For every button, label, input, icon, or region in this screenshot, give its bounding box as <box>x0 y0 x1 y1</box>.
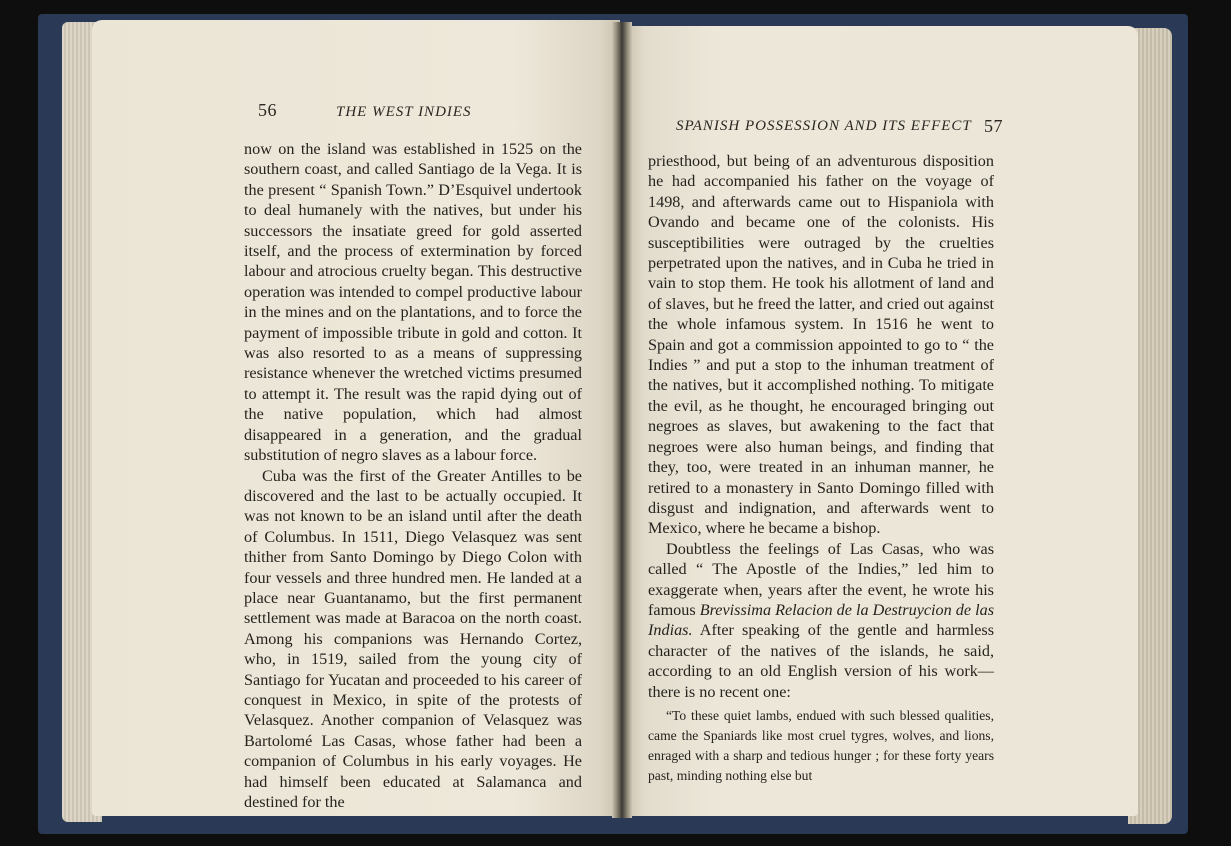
left-running-head: THE WEST INDIES <box>336 104 472 120</box>
right-page-text <box>648 151 994 786</box>
left-paragraph-1: now on the island was established in 1525 on the southern coast, and called Santiago de la Vega. It is the present “ Spanish Town.” D’Esquivel undertook to deal humanely with the natives, but under his successors the insatiate greed for gold asserted itself, and the process of extermination by forced labour and atrocious cruelty began. This destructive operation was intended to compel productive labour in the mines and on the plantations, and to force the payment of impossible tribute in gold and cotton. It was also resorted to as a means of suppressing resistance whenever the wretched victims presumed to attempt it. The result was the rapid dying out of the native population, which had almost disappeared in a generation, and the gradual substitution of negro slaves as a labour force. <box>244 140 582 465</box>
left-page-text <box>244 139 582 812</box>
book-gutter <box>612 22 632 818</box>
book-title: Brevissima Relacion de la Destruycion de las Indias. <box>648 600 995 640</box>
paragraph-2-before: Doubtless the feelings of Las Casas, who was called “ The Apostle of the Indies,” led him to exaggerate when, years after the event, he wrote his famous <box>648 539 994 619</box>
paragraph-2-after: After speaking of the gentle and harmless character of the natives of the islands, he said, according to an old English version of his work—there is no recent one: <box>648 621 994 701</box>
block-quote: “To these quiet lambs, endued with such blessed qualities, came the Spaniards like most cruel tygres, wolves, and lions, enraged with a sharp and tedious hunger ; for these forty years past, minding nothing else but <box>648 707 994 783</box>
right-paragraph-2 <box>648 539 994 702</box>
left-page-number: 56 <box>258 100 277 120</box>
right-running-head: SPANISH POSSESSION AND ITS EFFECT <box>676 118 972 134</box>
left-paragraph-2: Cuba was the first of the Greater Antilles to be discovered and the last to be actually occupied. It was not known to be an island until after the death of Columbus. In 1511, Diego Velasquez was sent thither from Santo Domingo by Diego Colon with four vessels and three hundred men. He landed at a place near Guantanamo, but the first permanent settlement was made at Baracoa on the north coast. Among his companions was Hernando Cortez, who, in 1519, sailed from the young city of Santiago for Yucatan and proceeded to his career of conquest in Mexico, in spite of the protests of Velasquez. Another companion of Velasquez was Bartolomé Las Casas, whose father had been a companion of Columbus in his early voyages. He had himself been educated at Salamanca and destined for the <box>244 466 582 811</box>
right-page-number: 57 <box>984 116 1003 136</box>
right-paragraph-1: priesthood, but being of an adventurous disposition he had accompanied his father on the voyage of 1498, and afterwards came out to Hispaniola with Ovando and became one of the colonists. His susceptibilities were outraged by the cruelties perpetrated upon the natives, and in Cuba he tried in vain to stop them. He took his allotment of land and of slaves, but he freed the latter, and cried out against the whole infamous system. In 1516 he went to Spain and got a commission appointed to go to “ the Indies ” and put a stop to the inhuman treatment of the natives, but it accomplished nothing. To mitigate the evil, as he thought, he encouraged bringing out negroes as slaves, but awakening to the fact that negroes were also human beings, and finding that they, too, were treated in an inhuman manner, he retired to a monastery in Santo Domingo filled with disgust and indignation, and afterwards went to Mexico, where he became a bishop. <box>648 152 994 538</box>
